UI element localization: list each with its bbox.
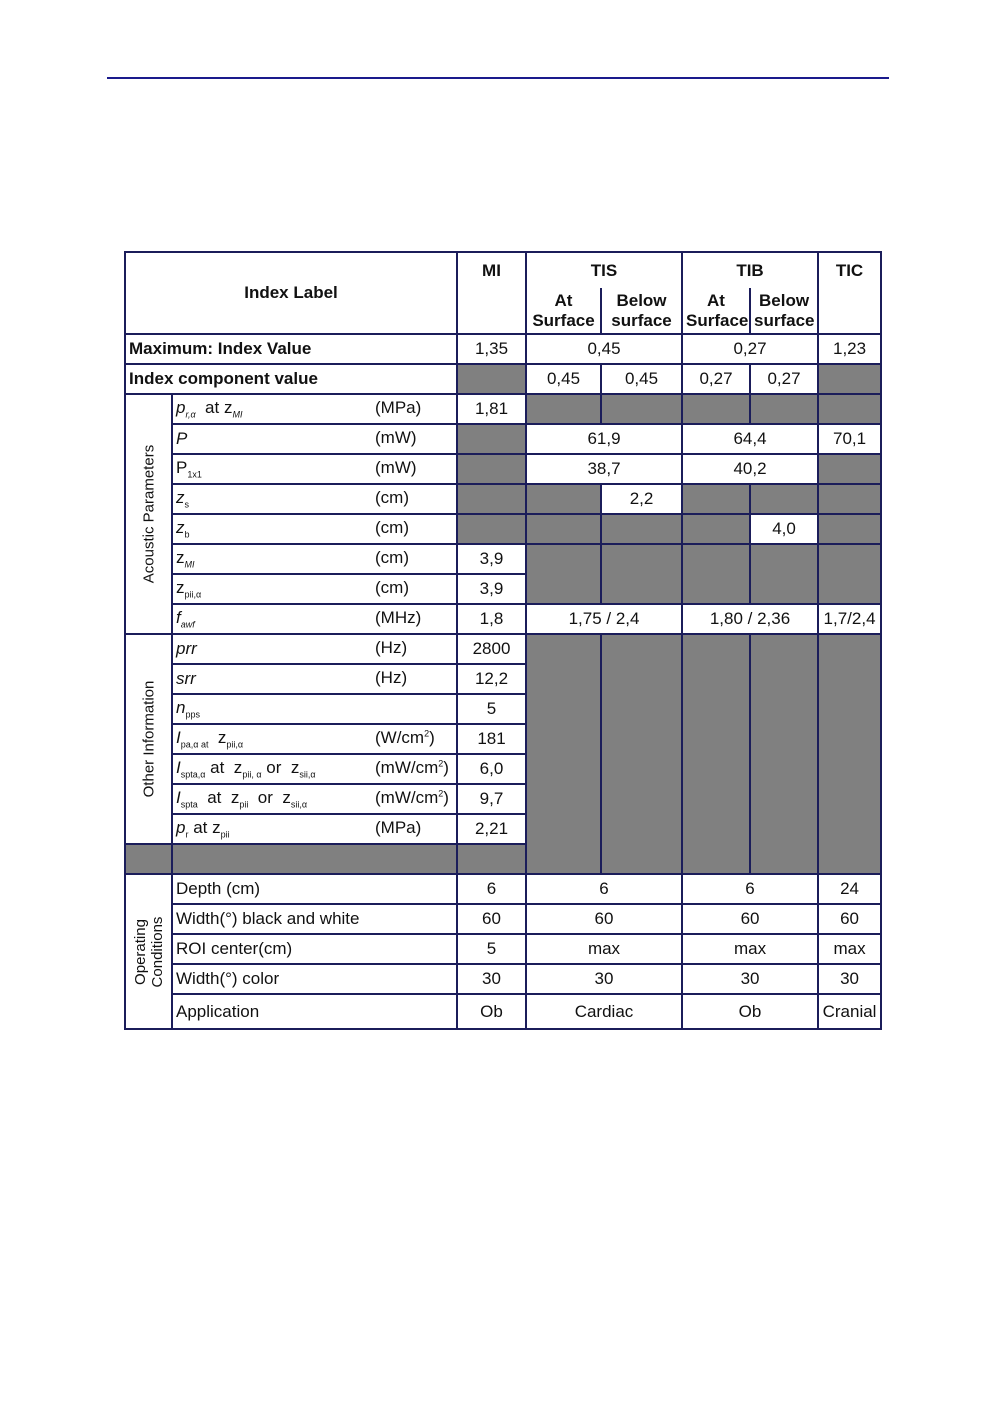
other-information-label: Other Information <box>140 680 157 798</box>
param-pra <box>172 394 457 424</box>
component-tis-below: 0,45 <box>601 364 682 394</box>
gray-cell <box>818 634 881 874</box>
param-srr-unit: (Hz) <box>375 668 408 687</box>
op-label-depth: Depth (cm) <box>172 874 457 904</box>
param-fawf-unit: (MHz) <box>375 608 422 627</box>
op-depth-tib: 6 <box>682 874 818 904</box>
gray-cell <box>601 394 682 424</box>
param-zb-unit: (cm) <box>375 518 409 537</box>
param-pr-unit: (MPa) <box>375 818 422 837</box>
tib-header: TIB <box>682 252 818 288</box>
param-srr <box>172 664 457 694</box>
param-p-name: P <box>176 429 188 448</box>
param-ispta <box>172 784 457 814</box>
gray-cell <box>750 634 818 874</box>
param-prr-unit: (Hz) <box>375 638 408 657</box>
op-label-width-bw: Width(°) black and white <box>172 904 457 934</box>
gray-cell <box>818 394 881 424</box>
gray-cell <box>818 454 881 484</box>
acoustic-parameters-label: Acoustic Parameters <box>140 444 157 584</box>
op-application-tic: Cranial <box>818 994 881 1029</box>
param-zmi-unit: (cm) <box>375 548 409 567</box>
tic-header: TIC <box>818 252 881 334</box>
param-p1x1 <box>172 454 457 484</box>
op-application-tis: Cardiac <box>526 994 682 1029</box>
op-width-bw-tis: 60 <box>526 904 682 934</box>
zmi-mi: 3,9 <box>457 544 526 574</box>
gray-cell <box>172 844 457 874</box>
index-label-header: Index Label <box>125 252 457 334</box>
gray-cell <box>526 634 601 874</box>
op-roi-mi: 5 <box>457 934 526 964</box>
param-p <box>172 424 457 454</box>
op-label-application: Application <box>172 994 457 1029</box>
gray-cell <box>750 484 818 514</box>
op-application-tib: Ob <box>682 994 818 1029</box>
param-zs <box>172 484 457 514</box>
op-roi-tib: max <box>682 934 818 964</box>
ispta-a-mi: 6,0 <box>457 754 526 784</box>
component-tib-at: 0,27 <box>682 364 750 394</box>
param-zpii <box>172 574 457 604</box>
param-zb <box>172 514 457 544</box>
gray-cell <box>457 484 526 514</box>
gray-cell <box>818 514 881 544</box>
tis-header: TIS <box>526 252 682 288</box>
param-prr <box>172 634 457 664</box>
param-fawf <box>172 604 457 634</box>
param-ipa-unit: $(W/cm^2)$ <box>375 728 435 747</box>
param-zb-name: $z_b$ <box>176 518 190 540</box>
gray-cell <box>601 544 682 604</box>
max-index-mi: 1,35 <box>457 334 526 364</box>
param-prr-name: prr <box>176 639 197 658</box>
gray-cell <box>457 844 526 874</box>
op-depth-mi: 6 <box>457 874 526 904</box>
acoustic-parameters-group <box>125 394 172 634</box>
operating-conditions-label: Operating Conditions <box>131 916 166 987</box>
ispta-mi: 9,7 <box>457 784 526 814</box>
op-roi-tis: max <box>526 934 682 964</box>
op-label-roi: ROI center(cm) <box>172 934 457 964</box>
p1x1-tib: 40,2 <box>682 454 818 484</box>
fawf-tis: 1,75 / 2,4 <box>526 604 682 634</box>
op-width-bw-mi: 60 <box>457 904 526 934</box>
op-width-color-tib: 30 <box>682 964 818 994</box>
mi-header: MI <box>457 252 526 334</box>
op-application-mi: Ob <box>457 994 526 1029</box>
component-label: Index component value <box>125 364 457 394</box>
prr-mi: 2800 <box>457 634 526 664</box>
op-depth-tis: 6 <box>526 874 682 904</box>
op-depth-tic: 24 <box>818 874 881 904</box>
pr-mi: 2,21 <box>457 814 526 844</box>
component-tis-at: 0,45 <box>526 364 601 394</box>
param-npps-name: $n_{pps}$ <box>176 698 200 720</box>
fawf-tic: 1,7/2,4 <box>818 604 881 634</box>
gray-cell <box>526 544 601 604</box>
ipa-mi: 181 <box>457 724 526 754</box>
fawf-mi: 1,8 <box>457 604 526 634</box>
param-pr <box>172 814 457 844</box>
fawf-tib: 1,80 / 2,36 <box>682 604 818 634</box>
max-index-tib: 0,27 <box>682 334 818 364</box>
gray-cell <box>457 364 526 394</box>
gray-cell <box>526 514 601 544</box>
zpii-mi: 3,9 <box>457 574 526 604</box>
component-tib-below: 0,27 <box>750 364 818 394</box>
gray-cell <box>818 544 881 604</box>
other-information-group <box>125 634 172 844</box>
max-index-tic: 1,23 <box>818 334 881 364</box>
param-ipa <box>172 724 457 754</box>
gray-cell <box>682 634 750 874</box>
tis-below-surface-header: Below surface <box>601 288 682 334</box>
param-ispta-name: $I_{spta}$ at $z_{pii}$ or $z_{sii,\alpha}$ <box>176 788 308 810</box>
pra-mi: 1,81 <box>457 394 526 424</box>
param-ispta-a-name: $I_{spta,\alpha}$ at $z_{pii, \alpha}$ or $z_{sii,\alpha}$ <box>176 758 316 780</box>
gray-cell <box>526 394 601 424</box>
srr-mi: 12,2 <box>457 664 526 694</box>
gray-cell <box>750 394 818 424</box>
gray-cell <box>526 484 601 514</box>
param-p1x1-name: $P_{1x1}$ <box>176 458 202 480</box>
param-pra-name: $p_{r,\alpha}$ at $z_{MI}$ <box>176 398 243 420</box>
max-index-tis: 0,45 <box>526 334 682 364</box>
op-width-bw-tic: 60 <box>818 904 881 934</box>
op-width-color-tic: 30 <box>818 964 881 994</box>
p-tis: 61,9 <box>526 424 682 454</box>
param-zpii-name: $z_{pii,\alpha}$ <box>176 578 202 600</box>
param-srr-name: srr <box>176 669 196 688</box>
zb-tib-below: 4,0 <box>750 514 818 544</box>
gray-cell <box>457 454 526 484</box>
param-pr-name: $p_r$ at $z_{pii}$ <box>176 818 230 840</box>
param-zpii-unit: (cm) <box>375 578 409 597</box>
max-index-label: Maximum: Index Value <box>125 334 457 364</box>
param-zmi-name: $z_{MI}$ <box>176 548 195 570</box>
p-tib: 64,4 <box>682 424 818 454</box>
gray-cell <box>818 484 881 514</box>
param-pra-unit: (MPa) <box>375 398 422 417</box>
param-fawf-name: $f_{awf}$ <box>176 608 195 630</box>
gray-cell <box>682 394 750 424</box>
acoustic-output-table <box>124 251 882 1030</box>
op-label-width-color: Width(°) color <box>172 964 457 994</box>
param-ipa-name: $I_{pa,\alpha at}$ $z_{pii,\alpha}$ <box>176 728 244 750</box>
gray-cell <box>457 424 526 454</box>
param-p-unit: (mW) <box>375 428 417 447</box>
param-npps <box>172 694 457 724</box>
gray-cell <box>682 514 750 544</box>
gray-cell <box>125 844 172 874</box>
op-roi-tic: max <box>818 934 881 964</box>
op-width-color-mi: 30 <box>457 964 526 994</box>
gray-cell <box>818 364 881 394</box>
tib-at-surface-header: At Surface <box>682 288 750 334</box>
param-p1x1-unit: (mW) <box>375 458 417 477</box>
gray-cell <box>750 544 818 604</box>
header-rule <box>107 77 889 79</box>
param-ispta-a <box>172 754 457 784</box>
op-width-bw-tib: 60 <box>682 904 818 934</box>
gray-cell <box>601 634 682 874</box>
gray-cell <box>682 484 750 514</box>
gray-cell <box>601 514 682 544</box>
p-tic: 70,1 <box>818 424 881 454</box>
tib-below-surface-header: Below surface <box>750 288 818 334</box>
zs-tis-below: 2,2 <box>601 484 682 514</box>
param-ispta-unit: $(mW/cm^2)$ <box>375 788 449 807</box>
gray-cell <box>682 544 750 604</box>
tis-at-surface-header: At Surface <box>526 288 601 334</box>
param-zs-name: $z_s$ <box>176 488 189 510</box>
npps-mi: 5 <box>457 694 526 724</box>
op-width-color-tis: 30 <box>526 964 682 994</box>
param-zmi <box>172 544 457 574</box>
param-zs-unit: (cm) <box>375 488 409 507</box>
gray-cell <box>457 514 526 544</box>
p1x1-tis: 38,7 <box>526 454 682 484</box>
operating-conditions-group <box>125 874 172 1029</box>
param-ispta-a-unit: $(mW/cm^2)$ <box>375 758 449 777</box>
